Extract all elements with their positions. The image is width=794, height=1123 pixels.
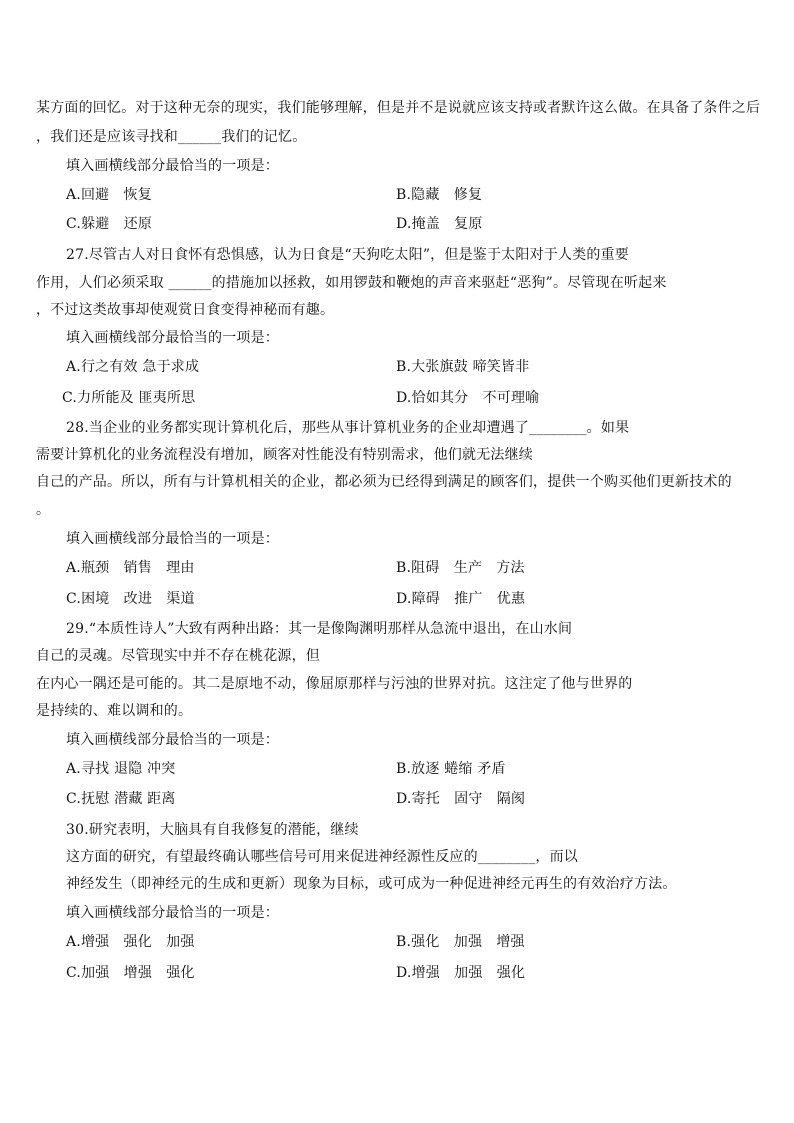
passage-line: 这方面的研究，有望最终确认哪些信号可用来促进神经源性反应的________，而以 [66,849,578,865]
option-d: D.恰如其分 不可理喻 [396,390,540,406]
passage-line: 某方面的回忆。对于这种无奈的现实，我们能够理解，但是并不是说就应该支持或者默许这么做。在具备了条件之后 [36,100,761,116]
question-30-stem: 30.研究表明，大脑具有自我修复的潜能，继续 [66,822,359,838]
passage-line: 在内心一隅还是可能的。其二是原地不动，像屈原那样与污浊的世界对抗。这注定了他与世界的 [36,676,633,692]
option-b: B.隐藏 修复 [396,187,483,203]
passage-line: 是持续的、难以调和的。 [36,703,193,719]
option-c: C.加强 增强 强化 [66,965,195,981]
question-prompt: 填入画横线部分最恰当的一项是： [66,158,279,174]
option-a: A.寻找 退隐 冲突 [66,761,176,777]
option-c: C.抚慰 潜藏 距离 [66,791,176,807]
passage-line: 。 [36,502,51,518]
option-a: A.回避 恢复 [66,187,152,203]
passage-line: 神经发生（即神经元的生成和更新）现象为目标，或可成为一种促进神经元再生的有效治疗方法。 [66,876,677,892]
question-prompt: 填入画横线部分最恰当的一项是： [66,905,279,921]
passage-line: 需要计算机化的业务流程没有增加，顾客对性能没有特别需求，他们就无法继续 [36,447,533,463]
question-27-stem: 27.尽管古人对日食怀有恐惧感，认为日食是“天狗吃太阳”，但是鉴于太阳对于人类的重要 [66,247,629,263]
question-29-stem: 29.“本质性诗人”大致有两种出路：其一是像陶渊明那样从急流中退出，在山水间 [66,621,573,637]
option-a: A.瓶颈 销售 理由 [66,560,195,576]
option-d: D.障碍 推广 优惠 [396,591,526,607]
passage-line: 自己的灵魂。尽管现实中并不存在桃花源，但 [36,648,320,664]
option-d: D.寄托 固守 隔阂 [396,791,526,807]
question-28-stem: 28.当企业的业务都实现计算机化后，那些从事计算机业务的企业却遭遇了________。如果 [66,420,630,436]
passage-line: ，我们还是应该寻找和______我们的记忆。 [36,129,307,145]
option-d: D.掩盖 复原 [396,216,483,232]
option-b: B.放逐 蜷缩 矛盾 [396,761,506,777]
option-c: C.躲避 还原 [66,216,153,232]
question-prompt: 填入画横线部分最恰当的一项是： [66,531,279,547]
option-a: A.行之有效 急于求成 [66,359,200,375]
question-prompt: 填入画横线部分最恰当的一项是： [66,732,279,748]
option-b: B.阻碍 生产 方法 [396,560,525,576]
passage-line: ，不过这类故事却使观赏日食变得神秘而有趣。 [36,302,335,318]
passage-line: 作用，人们必须采取 ______的措施加以拯救，如用锣鼓和鞭炮的声音来驱赶“恶狗”。尽管现在听起来 [36,275,667,291]
option-c: C.力所能及 匪夷所思 [62,390,196,406]
option-b: B.大张旗鼓 啼笑皆非 [396,359,530,375]
passage-line: 自己的产品。所以，所有与计算机相关的企业，都必须为已经得到满足的顾客们，提供一个购买他们更新技术的 [36,474,732,490]
option-b: B.强化 加强 增强 [396,934,525,950]
option-d: D.增强 加强 强化 [396,965,526,981]
question-prompt: 填入画横线部分最恰当的一项是： [66,330,279,346]
option-c: C.困境 改进 渠道 [66,591,195,607]
option-a: A.增强 强化 加强 [66,934,195,950]
